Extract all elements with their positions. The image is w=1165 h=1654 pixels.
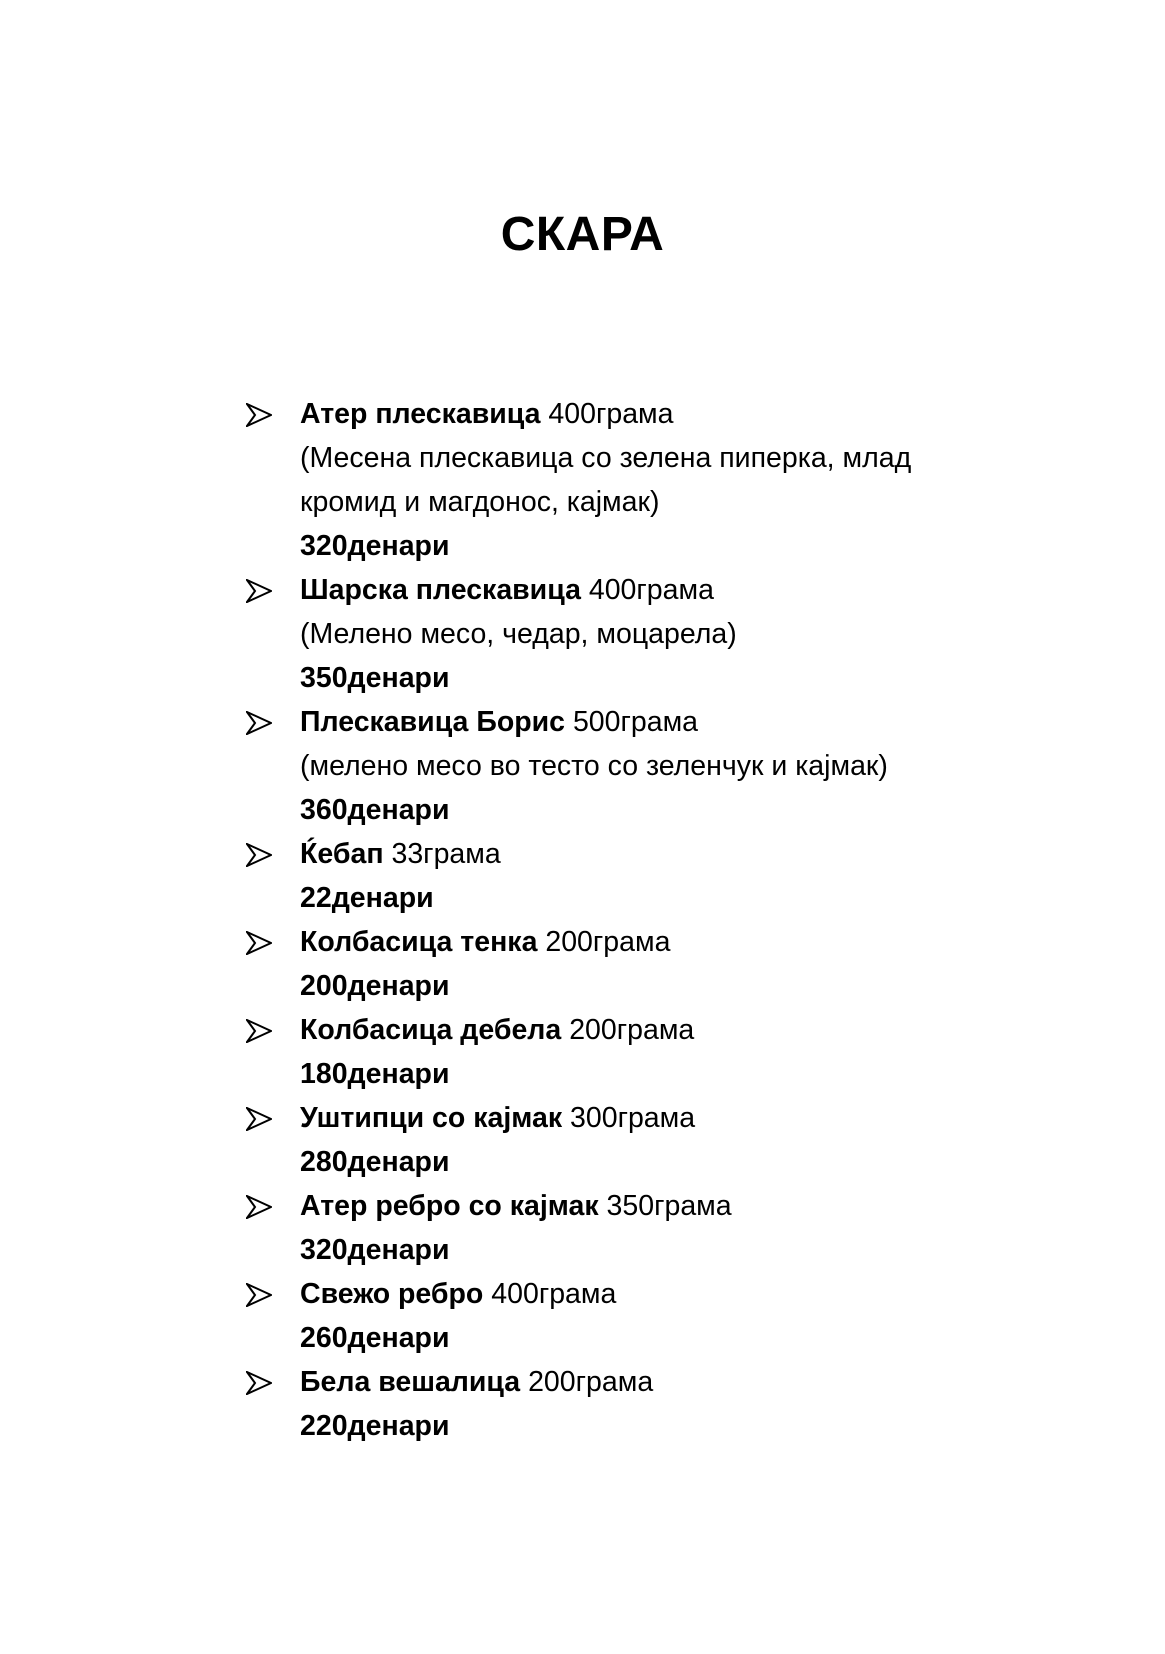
item-name: Бела вешалица <box>300 1366 521 1398</box>
item-weight: 33грама <box>391 838 501 870</box>
arrow-bullet-icon <box>246 931 272 955</box>
item-weight: 200грама <box>545 926 671 958</box>
item-weight: 200грама <box>569 1014 695 1046</box>
menu-item-0 <box>246 392 1006 568</box>
item-name: Ќебап <box>300 838 384 870</box>
menu-list <box>246 392 1006 1448</box>
item-price: 350денари <box>300 662 450 694</box>
menu-item-4 <box>246 920 1006 1008</box>
item-weight: 400грама <box>491 1278 617 1310</box>
menu-item-1 <box>246 568 1006 700</box>
menu-item-8 <box>246 1272 1006 1360</box>
item-price: 260денари <box>300 1322 450 1354</box>
item-price: 220денари <box>300 1410 450 1442</box>
arrow-bullet-icon <box>246 843 272 867</box>
item-description: (мелено месо во тесто со зеленчук и кајмак) <box>300 750 888 782</box>
item-weight: 300грама <box>570 1102 696 1134</box>
item-name: Колбасица тенка <box>300 926 538 958</box>
arrow-bullet-icon <box>246 711 272 735</box>
item-name: Шарска плескавица <box>300 574 581 606</box>
item-name: Атер плескавица <box>300 398 541 430</box>
menu-item-7 <box>246 1184 1006 1272</box>
item-description: кромид и магдонос, кајмак) <box>300 486 660 518</box>
menu-item-6 <box>246 1096 1006 1184</box>
arrow-bullet-icon <box>246 1371 272 1395</box>
item-price: 360денари <box>300 794 450 826</box>
arrow-bullet-icon <box>246 1195 272 1219</box>
menu-item-5 <box>246 1008 1006 1096</box>
item-weight: 400грама <box>548 398 674 430</box>
item-price: 200денари <box>300 970 450 1002</box>
item-name: Плескавица Борис <box>300 706 566 738</box>
arrow-bullet-icon <box>246 1283 272 1307</box>
item-name: Свежо ребро <box>300 1278 484 1310</box>
menu-item-3 <box>246 832 1006 920</box>
item-weight: 200грама <box>528 1366 654 1398</box>
menu-item-9 <box>246 1360 1006 1448</box>
item-price: 180денари <box>300 1058 450 1090</box>
item-weight: 500грама <box>572 706 699 738</box>
item-price: 320денари <box>300 530 450 562</box>
item-description: (Мелено месо, чедар, моцарела) <box>300 618 737 650</box>
arrow-bullet-icon <box>246 1019 272 1043</box>
item-name: Колбасица дебела <box>300 1014 562 1046</box>
item-price: 22денари <box>300 882 434 914</box>
arrow-bullet-icon <box>246 1107 272 1131</box>
item-weight: 400грама <box>588 574 714 606</box>
arrow-bullet-icon <box>246 579 272 603</box>
page-title: СКАРА <box>500 208 665 261</box>
item-price: 320денари <box>300 1234 450 1266</box>
item-price: 280денари <box>300 1146 450 1178</box>
menu-item-2 <box>246 700 1006 832</box>
item-name: Уштипци со кајмак <box>300 1102 563 1134</box>
arrow-bullet-icon <box>246 403 272 427</box>
item-description: (Месена плескавица со зелена пиперка, млад <box>300 442 912 474</box>
item-weight: 350грама <box>606 1190 732 1222</box>
item-name: Атер ребро со кајмак <box>300 1190 599 1222</box>
